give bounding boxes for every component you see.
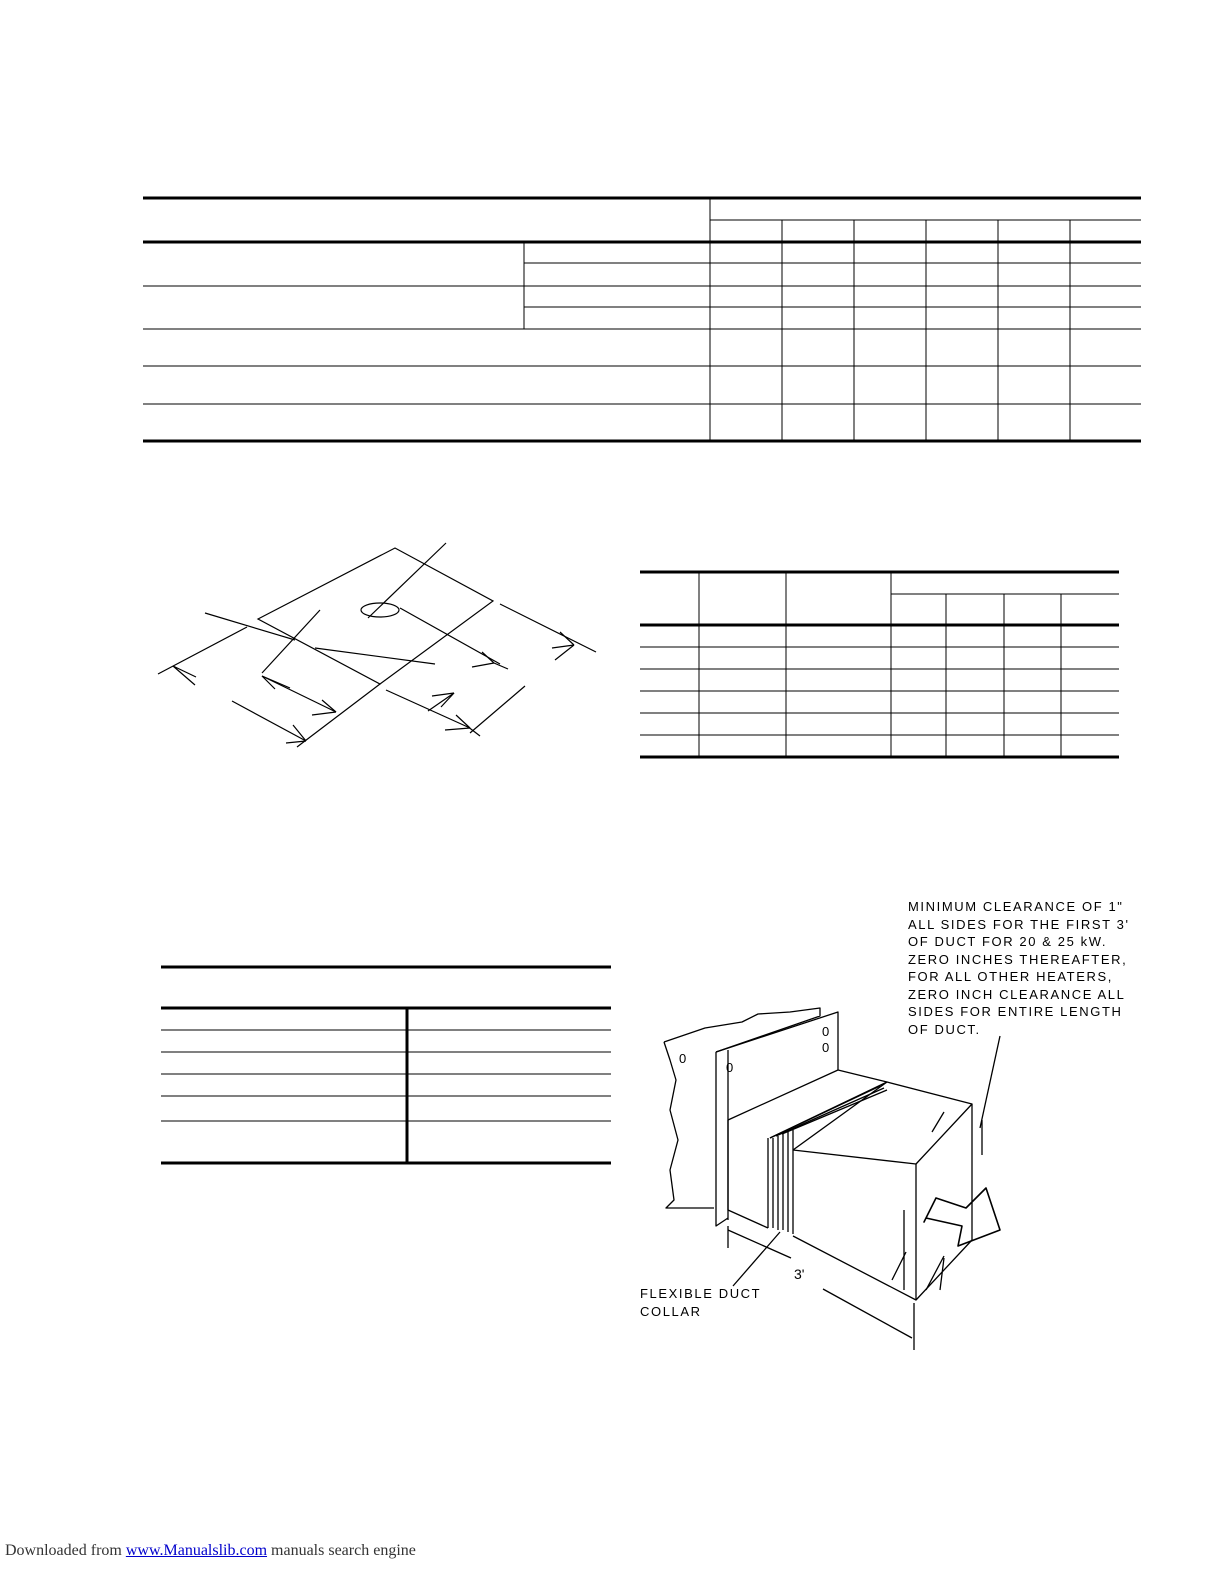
dimension-label: 3' xyxy=(794,1266,805,1282)
cabinet-mark: 0 xyxy=(726,1060,734,1075)
manualslib-link[interactable]: www.Manualslib.com xyxy=(125,1542,268,1559)
flexible-duct-collar-label: FLEXIBLE DUCT COLLAR xyxy=(640,1286,762,1319)
cabinet-mark: 0 xyxy=(822,1024,830,1039)
download-footer: Downloaded from www.Manualslib.com manuals search engine xyxy=(5,1542,416,1559)
cabinet-mark: 0 xyxy=(679,1051,687,1066)
cabinet-mark: 0 xyxy=(822,1040,830,1055)
duct-clearance-note: MINIMUM CLEARANCE OF 1" ALL SIDES FOR THE FIRST 3' OF DUCT FOR 20 & 25 kW. ZERO INCHES THEREAFTER, FOR ALL OTHER HEATERS, ZERO INCH CLEARANCE ALL SIDES FOR ENTIRE LENGTH OF DUCT. xyxy=(908,899,1130,1037)
